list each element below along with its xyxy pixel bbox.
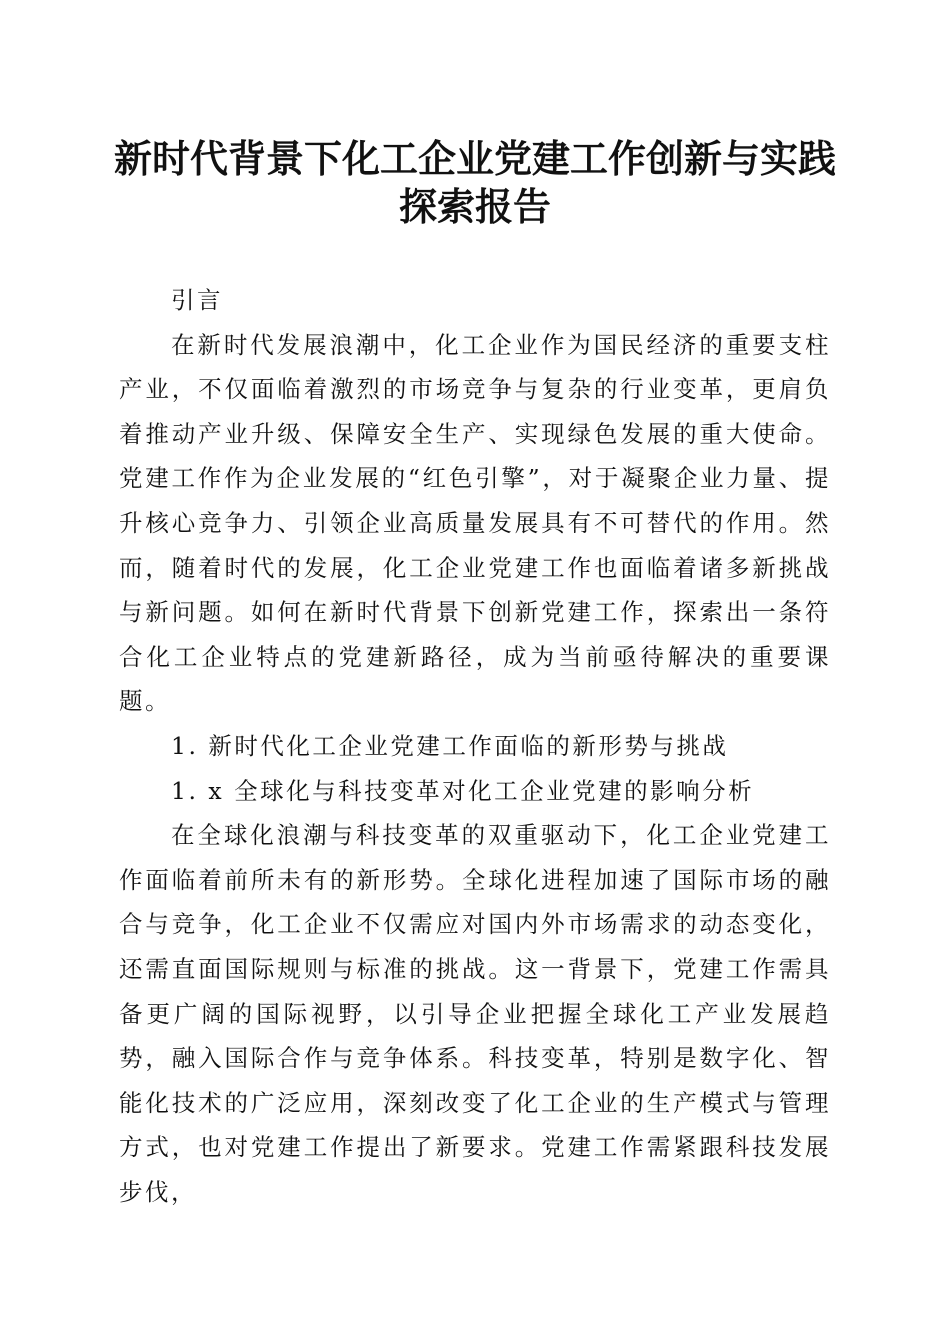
heading-subsection-1x: 1. x 全球化与科技变革对化工企业党建的影响分析 <box>171 776 755 805</box>
document-body <box>119 278 831 1214</box>
heading-section-1: 1. 新时代化工企业党建工作面临的新形势与挑战 <box>171 731 729 760</box>
paragraph-globalization: 在全球化浪潮与科技变革的双重驱动下，化工企业党建工作面临着前所未有的新形势。全球化进程加速了国际市场的融合与竞争，化工企业不仅需应对国内外市场需求的动态变化，还需直面国际规则与标准的挑战。这一背景下，党建工作需具备更广阔的国际视野，以引导企业把握全球化工产业发展趋势，融入国际合作与竞争体系。科技变革，特别是数字化、智能化技术的广泛应用，深刻改变了化工企业的生产模式与管理方式，也对党建工作提出了新要求。党建工作需紧跟科技发展步伐， <box>119 821 831 1206</box>
paragraph-introduction: 在新时代发展浪潮中，化工企业作为国民经济的重要支柱产业，不仅面临着激烈的市场竞争与复杂的行业变革，更肩负着推动产业升级、保障安全生产、实现绿色发展的重大使命。党建工作作为企业发展的“红色引擎”，对于凝聚企业力量、提升核心竞争力、引领企业高质量发展具有不可替代的作用。然而，随着时代的发展，化工企业党建工作也面临着诸多新挑战与新问题。如何在新时代背景下创新党建工作，探索出一条符合化工企业特点的党建新路径，成为当前亟待解决的重要课题。 <box>119 330 831 716</box>
heading-introduction: 引言 <box>171 286 223 314</box>
document-title: 新时代背景下化工企业党建工作创新与实践探索报告 <box>113 136 836 229</box>
